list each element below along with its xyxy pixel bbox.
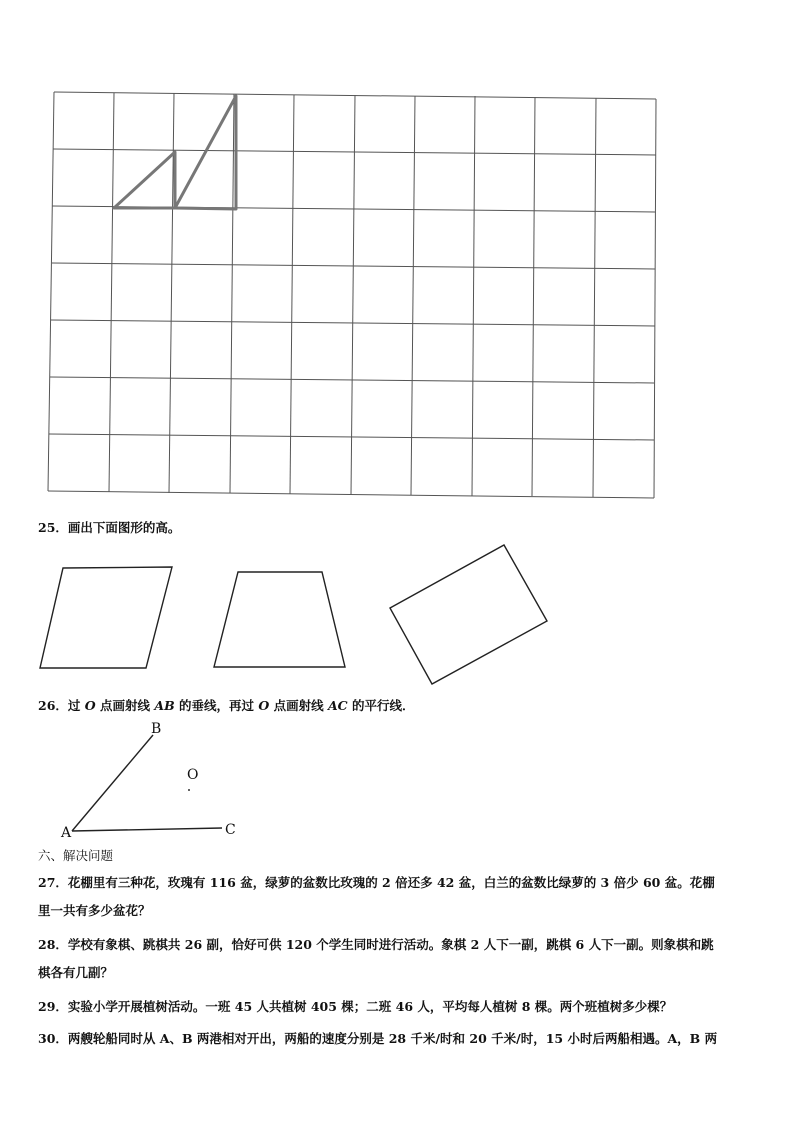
label-a: A (61, 825, 72, 841)
question-27-line-2: 里一共有多少盆花？ (38, 903, 151, 918)
section-title: 六、解决问题 (38, 848, 114, 863)
label-o: O (187, 767, 199, 783)
question-30: 30．两艘轮船同时从 A、B 两港相对开出，两船的速度分别是 28 千米/时和 20 千米/时，15 小时后两船相遇。A，B 两 (38, 1031, 718, 1046)
question-28-line-2: 棋各有几副？ (38, 965, 114, 980)
question-29: 29．实验小学开展植树活动。一班 45 人共植树 405 棵；二班 46 人，平均每人植树 8 棵。两个班植树多少棵？ (38, 999, 673, 1014)
question-number: 25． (38, 520, 68, 535)
point-o-dot (188, 789, 190, 791)
question-27-line-1: 27．花棚里有三种花，玫瑰有 116 盆，绿萝的盆数比玫瑰的 2 倍还多 42 盆，白兰的盆数比绿萝的 3 倍少 60 盆。花棚 (38, 875, 715, 890)
question-number: 28． (38, 937, 68, 952)
label-c: C (225, 822, 236, 838)
label-b: B (151, 721, 162, 737)
question-28-line-1: 28．学校有象棋、跳棋共 26 副，恰好可供 120 个学生同时进行活动。象棋 2 人下一副，跳棋 6 人下一副。则象棋和跳 (38, 937, 714, 952)
question-26: 26．过 O 点画射线 AB 的垂线，再过 O 点画射线 AC 的平行线． (38, 698, 415, 713)
question-number: 26． (38, 698, 68, 713)
ray-ab (72, 735, 153, 831)
question-number: 30． (38, 1031, 68, 1046)
question-number: 27． (38, 875, 68, 890)
ray-ac (72, 828, 222, 831)
question-text: 画出下面图形的高。 (67, 520, 181, 535)
question-number: 29． (38, 999, 68, 1014)
